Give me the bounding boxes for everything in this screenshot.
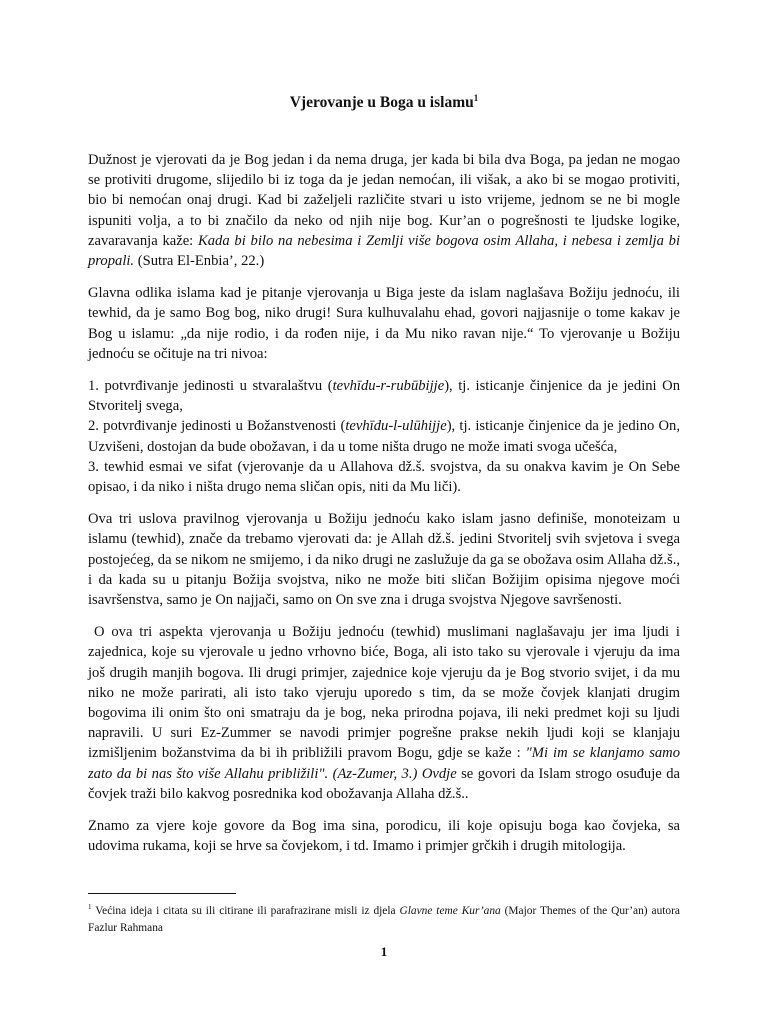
list-item-2-text: 2. potvrđivanje jedinosti u Božanstvenosti ( xyxy=(88,418,346,435)
paragraph-1 xyxy=(88,150,680,271)
paragraph-3: Ova tri uslova pravilnog vjerovanja u Božiju jednoću kako islam jasno definiše, monoteizam u islamu (tewhid), znače da trebamo vjerovati da: je Allah dž.š. jedini Stvoritelj svih svjetova i svega postojećeg, da se nikom ne smijemo, i da niko drugi ne zaslužuje da ga se obožava osim Allaha dž.š., i da kada su u pitanju Božija svojstva, niko ne može biti sličan Božijim opisima njegove moći isavršenstva, samo je On najjači, samo on On sve zna i druga svojstva Njegove savršenosti. xyxy=(88,511,680,609)
list-item: 3. tewhid esmai ve sifat (vjerovanje da u Allahova dž.š. svojstva, da su onakva kavim je On Sebe opisao, i da niko i ništa drugo nema sličan opis, niti da Mu liči). xyxy=(88,458,680,496)
list-item-2-rest: ), tj. isticanje činjenice da je jedino On, Uzvišeni, dostojan da bude obožavan, i da u tome ništa drugo ne može imati svoga učešća, xyxy=(88,418,680,455)
footnote-text-end: (Major Themes of the Qur’an) autora Fazlur Rahmana xyxy=(88,904,680,934)
paragraph-4-quote: "Mi im se klanjamo samo zato da bi nas što više Allahu približili". (Az-Zumer, 3.) Ovdje xyxy=(88,745,681,782)
paragraph-1-quote: Kada bi bilo na nebesima i Zemlji više bogova osim Allaha, i nebesa i zemlja bi propali. xyxy=(88,232,680,270)
paragraph-1-ref: (Sutra El-Enbia’, 22.) xyxy=(134,253,265,270)
paragraph-4-tail: se govori da Islam strogo osuđuje da čovjek traži bilo kakvog posrednika kod obožavanja Allaha dž.š.. xyxy=(88,765,680,802)
footnote-divider xyxy=(88,893,236,894)
paragraph-4-text: O ova tri aspekta vjerovanja u Božiju jednoću (tewhid) muslimani naglašavaju jer ima ljudi i zajednica, koje su vjerovale u jedno vrhovno biće, Boga, ali isto tako su vjerovale i vjeruju da ima još drugih manjih bogova. Ili drugi primjer, zajednice koje vjeruju da je Bog stvorio svijet, i da mu niko ne može parirati, ali isto tako vjeruju uporedo s tim, da se može čovjek klanjati drugim bogovima ili onim što oni smatraju da je bog, neka prirodna pojava, ili neki predmet koji su ljudi napravili. U suri Ez-Zummer se navodi primjer pogrešne prakse nekih ljudi koji se klanjaju izmišljenim božanstvima da bi ih približili pravom Bogu, gdje se kaže : xyxy=(88,624,680,762)
document-body xyxy=(88,150,680,869)
list-item xyxy=(88,416,680,456)
footnote-text: Većina ideja i citata su ili citirane ili parafrazirane misli iz djela xyxy=(91,904,400,917)
paragraph-5: Znamo za vjere koje govore da Bog ima sina, porodicu, ili koje opisuju boga kao čovjeka, sa udovima rukama, koji se hrve sa čovjekom, i td. Imamo i primjer grčkih i drugih mitologija. xyxy=(88,818,680,855)
list-item xyxy=(88,376,680,416)
list-item-1-text: 1. potvrđivanje jedinosti u stvaralaštvu ( xyxy=(88,378,333,395)
tewhid-levels-list xyxy=(88,376,680,497)
title-text: Vjerovanje u Boga u islamu xyxy=(289,94,474,112)
list-item-2-term: tevhīdu-l-ulūhijje xyxy=(345,418,447,435)
page-title xyxy=(0,93,768,112)
title-footnote-ref[interactable]: 1 xyxy=(473,93,479,103)
paragraph-4 xyxy=(88,622,680,804)
footnote xyxy=(88,899,680,937)
footnote-book-title: Glavne teme Kur’ana xyxy=(399,904,501,917)
paragraph-1-text: Dužnost je vjerovati da je Bog jedan i da nema druga, jer kada bi bila dva Boga, pa jedan ne mogao se protiviti drugome, slijedilo bi iz toga da je jedan nemoćan, ili višak, a ako bi se mogao protiviti, bio bi nemoćan onaj drugi. Kad bi zaželjeli različite stvari u isto vrijeme, jednom se ne bi mogle ispuniti volja, a to bi značilo da neko od njih nije bog. Kur’an o pogrešnosti te ljudske logike, zavaravanja kaže: xyxy=(88,152,680,249)
list-item-1-term: tevhīdu-r-rubūbijje xyxy=(332,378,445,395)
list-item-1-rest: ), tj. isticanje činjenice da je jedini On Stvoritelj svega, xyxy=(88,378,680,415)
footnote-number: 1 xyxy=(88,903,92,911)
page-number: 1 xyxy=(380,944,388,959)
paragraph-2: Glavna odlika islama kad je pitanje vjerovanja u Biga jeste da islam naglašava Božiju jednoću, ili tewhid, da je samo Bog bog, niko drugi! Sura kulhuvalahu ehad, govori najjasnije o tome kakav je Bog u islamu: „da nije rodio, i da rođen nije, i da Mu niko ravan nije.“ To vjerovanje u Božiju jednoću se očituje na tri nivoa: xyxy=(88,285,680,362)
